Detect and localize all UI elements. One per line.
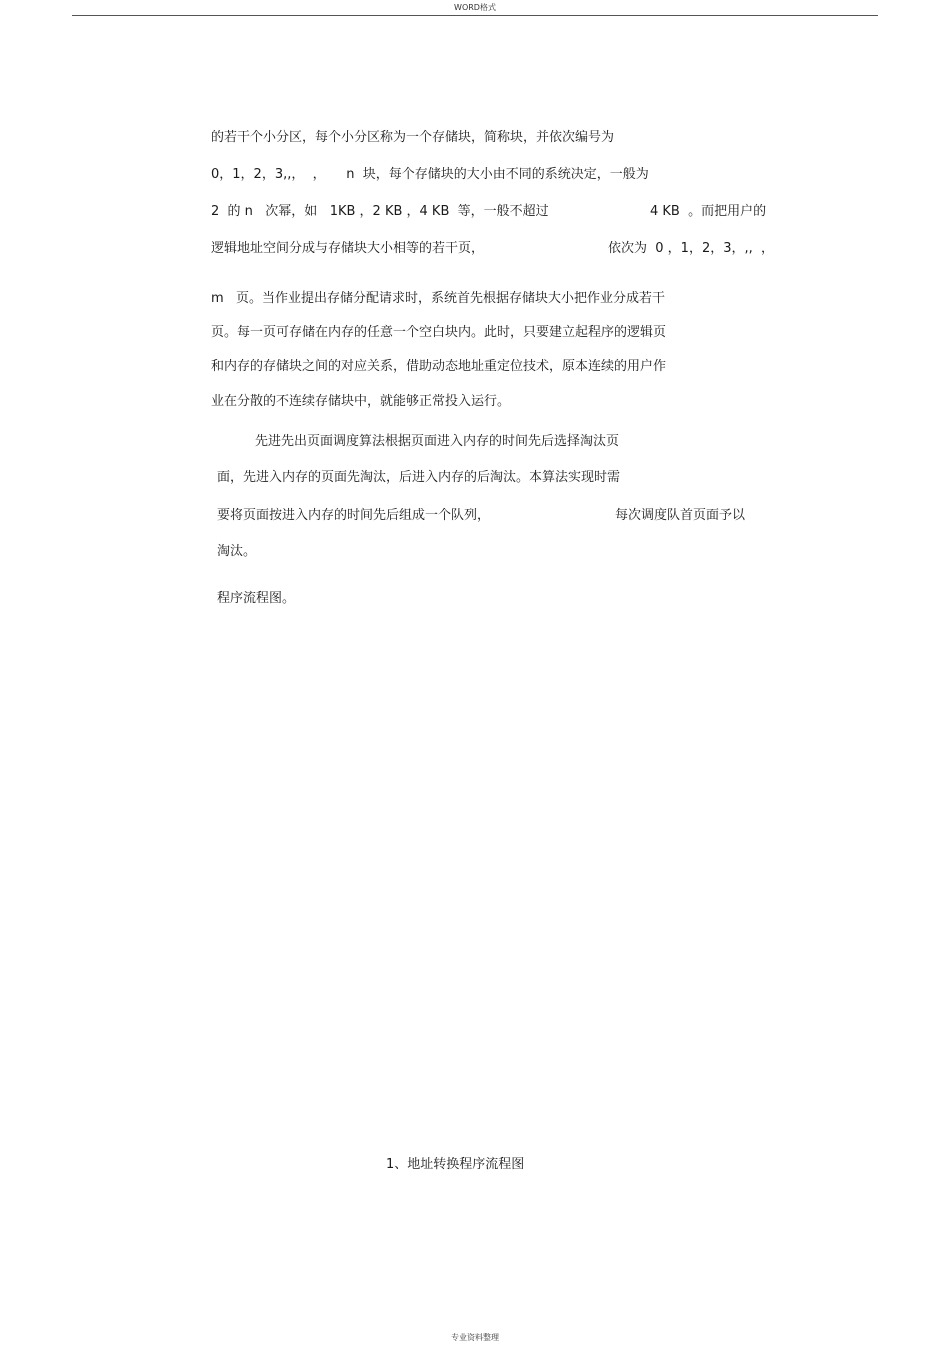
- figure-caption: 1、地址转换程序流程图: [386, 1157, 525, 1172]
- page-footer: 专业资料整理: [451, 1333, 499, 1342]
- paragraph1-line5: m 页。当作业提出存储分配请求时，系统首先根据存储块大小把作业分成若干: [211, 291, 666, 306]
- paragraph2-line2: 面，先进入内存的页面先淘汰，后进入内存的后淘汰。本算法实现时需: [217, 470, 621, 485]
- paragraph2-line4: 淘汰。: [217, 544, 257, 559]
- paragraph1-line4-left: 逻辑地址空间分成与存储块大小相等的若干页，: [211, 241, 485, 256]
- paragraph3-line1: 程序流程图。: [217, 591, 296, 606]
- paragraph1-line3-left: 2 的 n 次幂，如 1KB ，2 KB ，4 KB 等，一般不超过: [211, 204, 549, 219]
- paragraph1-line3-right: 4 KB 。而把用户的: [650, 204, 767, 219]
- paragraph1-line2: 0，1，2，3,,， ， n 块，每个存储块的大小由不同的系统决定，一般为: [211, 167, 649, 182]
- paragraph2-line1: 先进先出页面调度算法根据页面进入内存的时间先后选择淘汰页: [255, 434, 620, 449]
- paragraph1-line1: 的若干个小分区，每个小分区称为一个存储块，简称块，并依次编号为: [211, 130, 615, 145]
- paragraph1-line7: 和内存的存储块之间的对应关系，借助动态地址重定位技术，原本连续的用户作: [211, 359, 667, 374]
- paragraph2-line3-right: 每次调度队首页面予以: [615, 508, 746, 523]
- header-divider: [72, 15, 878, 16]
- paragraph1-line6: 页。每一页可存储在内存的任意一个空白块内。此时，只要建立起程序的逻辑页: [211, 325, 667, 340]
- page-header: WORD格式: [454, 3, 496, 12]
- paragraph1-line8: 业在分散的不连续存储块中，就能够正常投入运行。: [211, 394, 511, 409]
- paragraph1-line4-right: 依次为 0 ，1，2，3，,, ，: [608, 241, 775, 256]
- paragraph2-line3-left: 要将页面按进入内存的时间先后组成一个队列，: [217, 508, 491, 523]
